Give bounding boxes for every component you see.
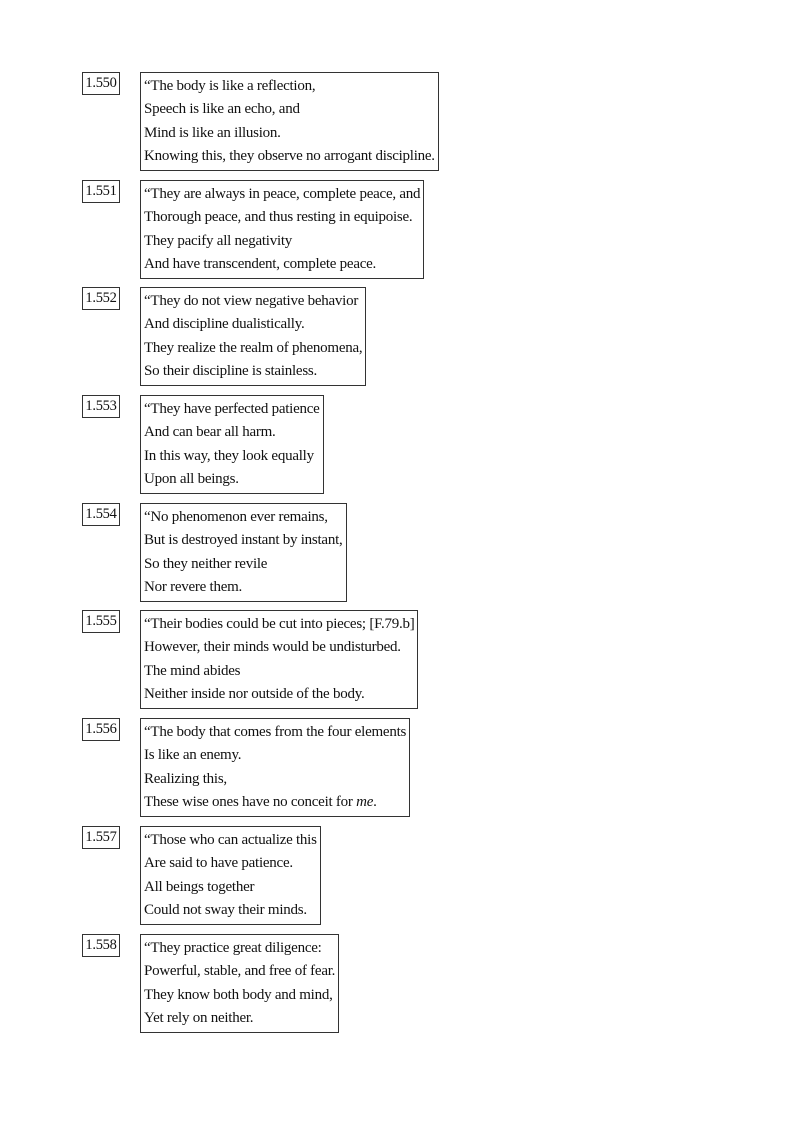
verse-line: “The body that comes from the four elements (144, 724, 407, 740)
verse-line: “No phenomenon ever remains, (144, 509, 328, 525)
verse-number: 1.552 (82, 287, 120, 310)
verse-number: 1.557 (82, 826, 120, 849)
verse-line: Are said to have patience. (144, 855, 293, 872)
verse-number: 1.556 (82, 718, 120, 741)
verse-text-box (140, 718, 410, 817)
verse-line: Realizing this, (144, 770, 227, 787)
verse-text-box (140, 180, 424, 279)
verse-line: Powerful, stable, and free of fear. (144, 963, 336, 980)
verse-line-end: . (373, 793, 377, 810)
verse-line: “Those who can actualize this (144, 832, 317, 848)
verse-line-with-emphasis (144, 791, 406, 814)
verse-line: Could not sway their minds. (144, 901, 307, 918)
verse-line: All beings together (144, 878, 255, 895)
verse-line: So they neither revile (144, 555, 268, 572)
verse-line: They know both body and mind, (144, 986, 333, 1003)
verse-number: 1.555 (82, 610, 120, 633)
verse-line: However, their minds would be undisturbed. (144, 639, 401, 656)
verse-line: “The body is like a reflection, (144, 78, 316, 94)
verse-line: And discipline dualistically. (144, 316, 305, 333)
verse-text-box (140, 826, 321, 925)
verse-text-box (140, 503, 347, 602)
verse-line: “They practice great diligence: (144, 940, 322, 956)
verse-line: Nor revere them. (144, 578, 243, 595)
verse-line: “They do not view negative behavior (144, 293, 359, 309)
verse-line: And have transcendent, complete peace. (144, 255, 377, 272)
verse-text-box (140, 287, 366, 386)
verse-line: “They have perfected patience (144, 401, 320, 417)
verse-text-box (140, 934, 339, 1033)
verse-line: In this way, they look equally (144, 447, 314, 464)
verse-line: They realize the realm of phenomena, (144, 339, 363, 356)
verse-number: 1.553 (82, 395, 120, 418)
verse-line: Mind is like an illusion. (144, 124, 281, 141)
verse-line: “Their bodies could be cut into pieces; [F.79.b] (144, 616, 415, 632)
verse-number: 1.558 (82, 934, 120, 957)
verse-number: 1.550 (82, 72, 120, 95)
verse-text-box (140, 395, 324, 494)
verse-line: Upon all beings. (144, 470, 239, 487)
verse-line: They pacify all negativity (144, 232, 293, 249)
verse-text-box (140, 72, 439, 171)
verse-line: Knowing this, they observe no arrogant discipline. (144, 147, 435, 164)
verse-line: And can bear all harm. (144, 424, 276, 441)
verse-line: But is destroyed instant by instant, (144, 532, 343, 549)
verse-number: 1.551 (82, 180, 120, 203)
verse-line-start: These wise ones have no conceit for (144, 793, 357, 810)
verse-line: “They are always in peace, complete peace, and (144, 186, 421, 202)
verse-line: Speech is like an echo, and (144, 101, 300, 118)
verse-text-box (140, 610, 418, 709)
emphasized-word: me (356, 793, 374, 810)
verse-number: 1.554 (82, 503, 120, 526)
verse-line: Is like an enemy. (144, 747, 242, 764)
verse-line: The mind abides (144, 662, 241, 679)
verse-line: Yet rely on neither. (144, 1009, 254, 1026)
verse-line: Thorough peace, and thus resting in equipoise. (144, 209, 413, 226)
verse-line: So their discipline is stainless. (144, 362, 317, 379)
verse-line: Neither inside nor outside of the body. (144, 685, 365, 702)
